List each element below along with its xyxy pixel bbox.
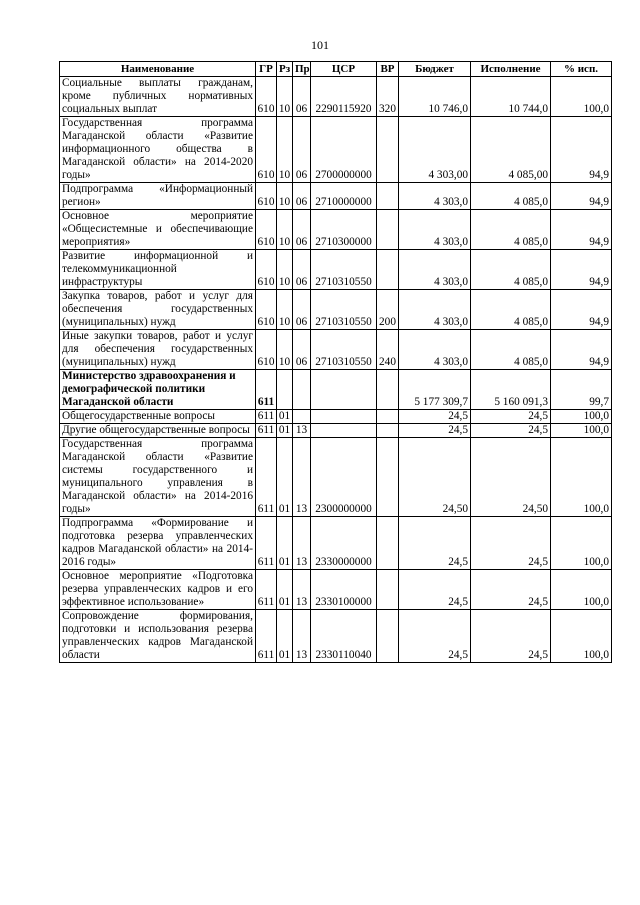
cell-name: Государственная программа Магаданской области «Развитие информационного общества в Магаданской области» на 2014-2020 годы»	[60, 117, 256, 183]
cell-execution: 10 744,0	[471, 77, 551, 117]
cell-pr	[293, 370, 311, 410]
cell-gr: 610	[256, 250, 277, 290]
cell-rz: 10	[277, 290, 293, 330]
cell-csr: 2330000000	[311, 517, 377, 570]
cell-percent: 94,9	[551, 183, 612, 210]
cell-vr: 200	[377, 290, 399, 330]
cell-vr	[377, 410, 399, 424]
cell-percent: 99,7	[551, 370, 612, 410]
cell-name: Основное мероприятие «Общесистемные и обеспечивающие мероприятия»	[60, 210, 256, 250]
cell-rz: 10	[277, 330, 293, 370]
cell-name: Иные закупки товаров, работ и услуг для обеспечения государственных (муниципальных) нужд	[60, 330, 256, 370]
cell-percent: 100,0	[551, 570, 612, 610]
cell-budget: 4 303,0	[399, 330, 471, 370]
cell-budget: 24,5	[399, 424, 471, 438]
cell-pr: 06	[293, 77, 311, 117]
cell-gr: 611	[256, 610, 277, 663]
table-row	[60, 117, 612, 183]
cell-execution: 4 085,0	[471, 183, 551, 210]
cell-csr	[311, 424, 377, 438]
cell-execution: 24,50	[471, 438, 551, 517]
cell-vr: 320	[377, 77, 399, 117]
cell-pr: 13	[293, 610, 311, 663]
cell-csr: 2710300000	[311, 210, 377, 250]
cell-budget: 24,5	[399, 517, 471, 570]
cell-name: Социальные выплаты гражданам, кроме публичных нормативных социальных выплат	[60, 77, 256, 117]
cell-rz: 10	[277, 210, 293, 250]
col-header-execution: Исполнение	[471, 62, 551, 77]
cell-csr: 2710310550	[311, 330, 377, 370]
cell-gr: 611	[256, 370, 277, 410]
col-header-budget: Бюджет	[399, 62, 471, 77]
cell-vr	[377, 250, 399, 290]
cell-gr: 611	[256, 424, 277, 438]
cell-budget: 4 303,00	[399, 117, 471, 183]
cell-vr	[377, 370, 399, 410]
cell-percent: 94,9	[551, 330, 612, 370]
table-row	[60, 438, 612, 517]
cell-rz: 10	[277, 183, 293, 210]
cell-gr: 610	[256, 183, 277, 210]
cell-csr: 2330110040	[311, 610, 377, 663]
cell-gr: 610	[256, 77, 277, 117]
cell-pr: 13	[293, 570, 311, 610]
cell-rz: 01	[277, 410, 293, 424]
cell-budget: 24,5	[399, 410, 471, 424]
cell-pr: 13	[293, 517, 311, 570]
cell-budget: 24,50	[399, 438, 471, 517]
table-row	[60, 570, 612, 610]
table-row	[60, 330, 612, 370]
table-row	[60, 290, 612, 330]
cell-csr: 2300000000	[311, 438, 377, 517]
cell-vr	[377, 424, 399, 438]
cell-percent: 100,0	[551, 410, 612, 424]
cell-execution: 24,5	[471, 424, 551, 438]
cell-name: Государственная программа Магаданской области «Развитие системы государственного и муниципального управления в Магаданской области» на 2014-2016 годы»	[60, 438, 256, 517]
cell-percent: 100,0	[551, 77, 612, 117]
cell-name: Другие общегосударственные вопросы	[60, 424, 256, 438]
cell-name: Основное мероприятие «Подготовка резерва управленческих кадров и его эффективное использование»	[60, 570, 256, 610]
cell-rz: 01	[277, 570, 293, 610]
cell-execution: 4 085,0	[471, 330, 551, 370]
table-row	[60, 210, 612, 250]
cell-budget: 24,5	[399, 610, 471, 663]
col-header-name: Наименование	[60, 62, 256, 77]
cell-pr: 06	[293, 290, 311, 330]
cell-rz: 10	[277, 250, 293, 290]
cell-budget: 4 303,0	[399, 183, 471, 210]
cell-pr: 06	[293, 117, 311, 183]
table-row	[60, 410, 612, 424]
col-header-gr: ГР	[256, 62, 277, 77]
table-row	[60, 424, 612, 438]
cell-vr	[377, 610, 399, 663]
table-row	[60, 183, 612, 210]
cell-rz: 01	[277, 438, 293, 517]
cell-execution: 5 160 091,3	[471, 370, 551, 410]
cell-execution: 4 085,0	[471, 210, 551, 250]
cell-name: Закупка товаров, работ и услуг для обеспечения государственных (муниципальных) нужд	[60, 290, 256, 330]
cell-vr	[377, 183, 399, 210]
cell-gr: 610	[256, 330, 277, 370]
cell-name: Общегосударственные вопросы	[60, 410, 256, 424]
cell-percent: 94,9	[551, 210, 612, 250]
cell-csr	[311, 370, 377, 410]
cell-percent: 94,9	[551, 250, 612, 290]
cell-csr	[311, 410, 377, 424]
cell-rz: 10	[277, 77, 293, 117]
cell-gr: 611	[256, 438, 277, 517]
table-row	[60, 77, 612, 117]
cell-pr: 13	[293, 424, 311, 438]
cell-gr: 611	[256, 570, 277, 610]
table-row	[60, 370, 612, 410]
cell-gr: 610	[256, 290, 277, 330]
cell-execution: 24,5	[471, 517, 551, 570]
cell-pr: 06	[293, 250, 311, 290]
table-row	[60, 517, 612, 570]
cell-percent: 94,9	[551, 290, 612, 330]
cell-name: Подпрограмма «Формирование и подготовка резерва управленческих кадров Магаданской области» на 2014-2016 годы»	[60, 517, 256, 570]
cell-csr: 2330100000	[311, 570, 377, 610]
col-header-rz: Рз	[277, 62, 293, 77]
cell-csr: 2710310550	[311, 250, 377, 290]
cell-vr: 240	[377, 330, 399, 370]
cell-name: Министерство здравоохранения и демографической политики Магаданской области	[60, 370, 256, 410]
cell-execution: 24,5	[471, 610, 551, 663]
header-row	[60, 62, 612, 77]
cell-vr	[377, 517, 399, 570]
cell-vr	[377, 210, 399, 250]
cell-csr: 2290115920	[311, 77, 377, 117]
cell-csr: 2710310550	[311, 290, 377, 330]
cell-pr: 06	[293, 183, 311, 210]
cell-name: Сопровождение формирования, подготовки и использования резерва управленческих кадров Магаданской области	[60, 610, 256, 663]
cell-vr	[377, 117, 399, 183]
cell-budget: 5 177 309,7	[399, 370, 471, 410]
cell-execution: 4 085,00	[471, 117, 551, 183]
page-number: 101	[311, 38, 329, 52]
cell-csr: 2710000000	[311, 183, 377, 210]
cell-rz: 10	[277, 117, 293, 183]
cell-pr: 13	[293, 438, 311, 517]
cell-name: Развитие информационной и телекоммуникационной инфраструктуры	[60, 250, 256, 290]
cell-pr: 06	[293, 330, 311, 370]
budget-table	[59, 61, 612, 663]
cell-budget: 10 746,0	[399, 77, 471, 117]
col-header-vr: ВР	[377, 62, 399, 77]
cell-gr: 611	[256, 410, 277, 424]
cell-budget: 4 303,0	[399, 250, 471, 290]
col-header-csr: ЦСР	[311, 62, 377, 77]
cell-budget: 24,5	[399, 570, 471, 610]
cell-rz: 01	[277, 424, 293, 438]
cell-rz: 01	[277, 517, 293, 570]
cell-percent: 100,0	[551, 438, 612, 517]
table-row	[60, 610, 612, 663]
cell-budget: 4 303,0	[399, 290, 471, 330]
cell-percent: 100,0	[551, 424, 612, 438]
cell-csr: 2700000000	[311, 117, 377, 183]
cell-rz	[277, 370, 293, 410]
cell-execution: 4 085,0	[471, 290, 551, 330]
cell-execution: 4 085,0	[471, 250, 551, 290]
cell-percent: 100,0	[551, 517, 612, 570]
cell-gr: 611	[256, 517, 277, 570]
cell-gr: 610	[256, 117, 277, 183]
cell-rz: 01	[277, 610, 293, 663]
cell-percent: 94,9	[551, 117, 612, 183]
cell-pr	[293, 410, 311, 424]
cell-percent: 100,0	[551, 610, 612, 663]
col-header-percent: % исп.	[551, 62, 612, 77]
cell-vr	[377, 570, 399, 610]
col-header-pr: Пр	[293, 62, 311, 77]
table-row	[60, 250, 612, 290]
cell-pr: 06	[293, 210, 311, 250]
cell-execution: 24,5	[471, 570, 551, 610]
cell-budget: 4 303,0	[399, 210, 471, 250]
cell-gr: 610	[256, 210, 277, 250]
cell-execution: 24,5	[471, 410, 551, 424]
cell-vr	[377, 438, 399, 517]
cell-name: Подпрограмма «Информационный регион»	[60, 183, 256, 210]
